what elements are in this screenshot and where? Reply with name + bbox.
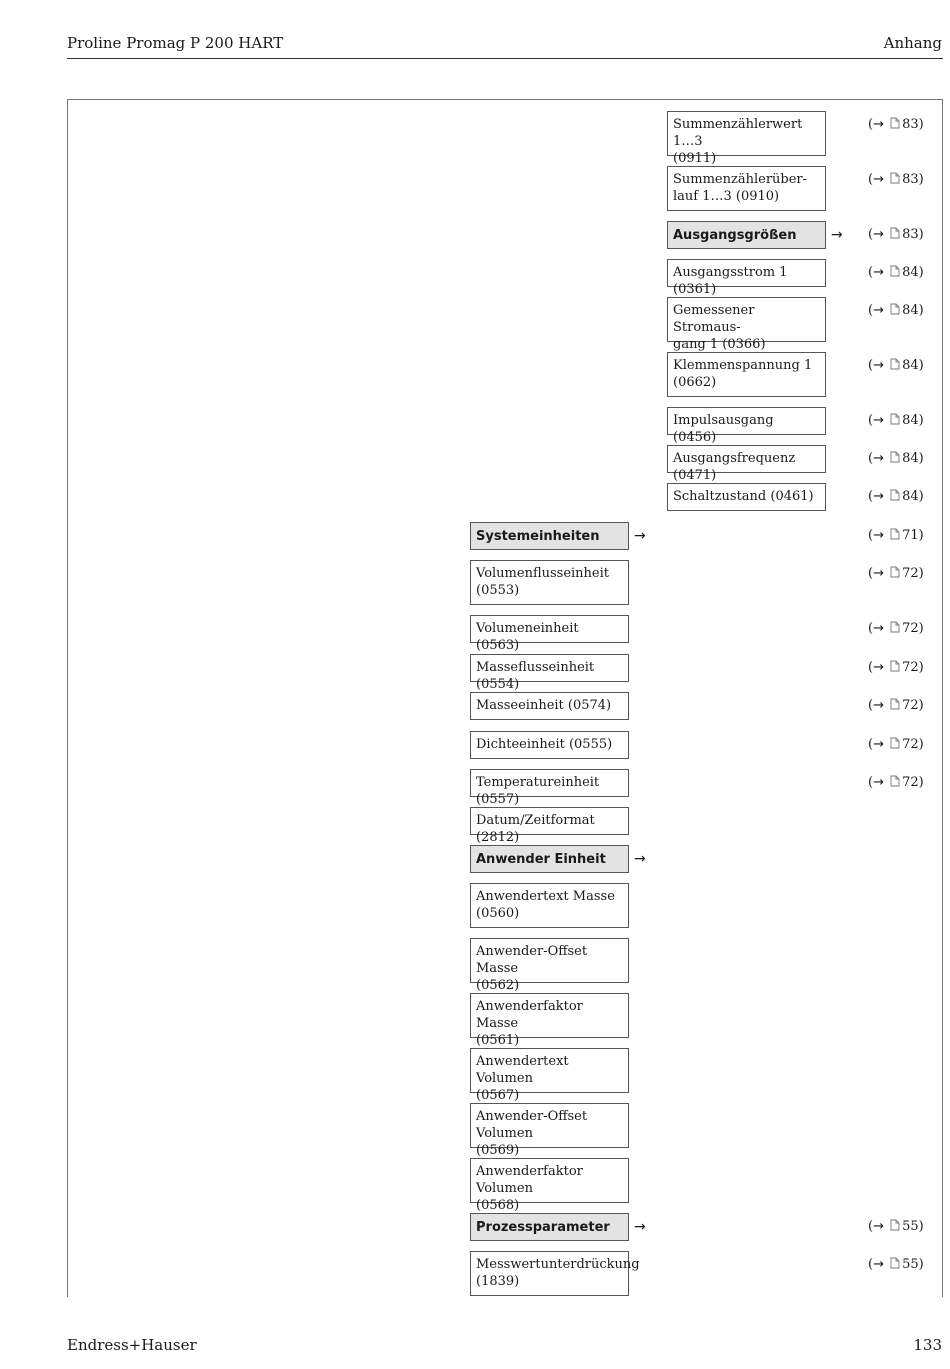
menu-item-anwender-offset-volumen [470,1103,629,1158]
menu-item-klemmenspannung [667,352,826,397]
submenu-arrow-icon: → [634,851,646,867]
reference-arrow-icon: → [873,621,884,636]
menu-item-label: Ausgangsstrom 1 (0361) [673,265,788,297]
page-icon [890,489,900,501]
menu-item-label: Volumenflusseinheit (0553) [476,566,610,598]
header-title: Proline Promag P 200 HART [67,34,284,52]
menu-item-label: Klemmenspannung 1 (0662) [673,358,813,390]
menu-item-ausgangsfrequenz [667,445,826,483]
page-reference: (→ 72) [868,775,924,790]
menu-item-anwenderfaktor-masse [470,993,629,1048]
footer-company: Endress+Hauser [67,1336,197,1354]
page-reference: (→ 84) [868,451,924,466]
menu-item-anwendertext-volumen [470,1048,629,1103]
menu-item-label: Messwertunterdrückung (1839) [476,1257,640,1289]
menu-item-label: Anwender Einheit [476,852,606,867]
menu-item-label: Ausgangsgrößen [673,228,797,243]
menu-item-dichteeinheit [470,731,629,759]
menu-item-prozessparameter [470,1213,629,1241]
menu-item-volumenflusseinheit [470,560,629,605]
page-reference: (→ 55) [868,1257,924,1272]
reference-page-number: 84 [902,489,919,504]
menu-item-anwendertext-masse [470,883,629,928]
reference-page-number: 72 [902,566,919,581]
page-reference: (→ 83) [868,227,924,242]
reference-page-number: 72 [902,660,919,675]
menu-item-label: Anwenderfaktor Volumen (0568) [476,1164,583,1213]
page-icon [890,451,900,463]
menu-item-label: Anwender-Offset Volumen (0569) [476,1109,588,1158]
menu-item-label: Datum/Zeitformat (2812) [476,813,595,845]
reference-arrow-icon: → [873,227,884,242]
page-icon [890,621,900,633]
menu-item-gemessener-stromausgang [667,297,826,352]
menu-item-label: Masseeinheit (0574) [476,698,612,713]
reference-page-number: 55 [902,1219,919,1234]
menu-item-label: Anwender-Offset Masse (0562) [476,944,588,993]
submenu-arrow-icon: → [634,528,646,544]
page-number: 133 [913,1336,942,1354]
page-reference: (→ 84) [868,265,924,280]
menu-item-summenzaehlerwert [667,111,826,166]
menu-item-messwertunterdrueckung [470,1251,640,1296]
reference-arrow-icon: → [873,737,884,752]
reference-arrow-icon: → [873,117,884,132]
reference-page-number: 84 [902,265,919,280]
menu-item-label: Prozessparameter [476,1220,610,1235]
page-reference: (→ 71) [868,528,924,543]
menu-item-volumeneinheit [470,615,629,653]
menu-item-ausgangsgroessen [667,221,826,249]
page-reference: (→ 84) [868,489,924,504]
reference-page-number: 84 [902,413,919,428]
reference-page-number: 83 [902,227,919,242]
reference-page-number: 72 [902,698,919,713]
page-reference: (→ 72) [868,660,924,675]
page-reference: (→ 83) [868,117,924,132]
page-icon [890,172,900,184]
menu-item-schaltzustand [667,483,826,511]
reference-page-number: 71 [902,528,919,543]
page-icon [890,737,900,749]
menu-item-label: Anwendertext Volumen (0567) [476,1054,569,1103]
page-reference: (→ 84) [868,303,924,318]
menu-item-label: Summenzählerüber- lauf 1…3 (0910) [673,172,808,204]
menu-item-summenzaehlerueberlauf [667,166,826,211]
reference-page-number: 83 [902,117,919,132]
page-icon [890,528,900,540]
menu-item-masseeinheit [470,692,629,720]
reference-arrow-icon: → [873,303,884,318]
menu-item-label: Temperatureinheit (0557) [476,775,600,807]
header-section: Anhang [883,34,942,52]
menu-item-label: Volumeneinheit (0563) [476,621,579,653]
page-reference: (→ 83) [868,172,924,187]
menu-item-label: Impulsausgang (0456) [673,413,774,445]
menu-item-anwender-offset-masse [470,938,629,993]
reference-page-number: 84 [902,358,919,373]
reference-page-number: 84 [902,451,919,466]
reference-arrow-icon: → [873,1219,884,1234]
page-icon [890,265,900,277]
reference-arrow-icon: → [873,775,884,790]
menu-item-systemeinheiten [470,522,629,550]
menu-item-label: Systemeinheiten [476,529,600,544]
page-reference: (→ 84) [868,413,924,428]
reference-arrow-icon: → [873,265,884,280]
page-reference: (→ 84) [868,358,924,373]
menu-item-masseflusseinheit [470,654,629,692]
menu-item-anwender-einheit [470,845,629,873]
menu-item-datum-zeitformat [470,807,629,845]
reference-arrow-icon: → [873,566,884,581]
reference-arrow-icon: → [873,660,884,675]
reference-arrow-icon: → [873,528,884,543]
reference-page-number: 55 [902,1257,919,1272]
page-icon [890,303,900,315]
menu-item-ausgangsstrom [667,259,826,297]
reference-arrow-icon: → [873,413,884,428]
reference-arrow-icon: → [873,1257,884,1272]
page-reference: (→ 72) [868,698,924,713]
reference-page-number: 84 [902,303,919,318]
menu-item-label: Anwenderfaktor Masse (0561) [476,999,583,1048]
page-icon [890,413,900,425]
page-icon [890,775,900,787]
menu-item-label: Summenzählerwert 1…3 (0911) [673,117,803,166]
page-icon [890,227,900,239]
reference-arrow-icon: → [873,358,884,373]
submenu-arrow-icon: → [634,1219,646,1235]
header-rule [67,58,943,59]
reference-arrow-icon: → [873,698,884,713]
reference-page-number: 72 [902,621,919,636]
menu-item-label: Gemessener Stromaus- gang 1 (0366) [673,303,766,352]
page-reference: (→ 55) [868,1219,924,1234]
page-reference: (→ 72) [868,737,924,752]
page-reference: (→ 72) [868,566,924,581]
menu-item-impulsausgang [667,407,826,445]
page-icon [890,1219,900,1231]
menu-item-label: Schaltzustand (0461) [673,489,814,504]
page-icon [890,698,900,710]
page-icon [890,566,900,578]
reference-arrow-icon: → [873,172,884,187]
menu-item-label: Ausgangsfrequenz (0471) [673,451,796,483]
page-reference: (→ 72) [868,621,924,636]
menu-item-temperatureinheit [470,769,629,807]
reference-page-number: 83 [902,172,919,187]
page-icon [890,358,900,370]
page-icon [890,117,900,129]
menu-item-label: Anwendertext Masse (0560) [476,889,615,921]
page-icon [890,660,900,672]
menu-item-label: Masseflusseinheit (0554) [476,660,595,692]
reference-arrow-icon: → [873,489,884,504]
menu-item-label: Dichteeinheit (0555) [476,737,613,752]
page-icon [890,1257,900,1269]
reference-arrow-icon: → [873,451,884,466]
menu-item-anwenderfaktor-volumen [470,1158,629,1213]
reference-page-number: 72 [902,775,919,790]
reference-page-number: 72 [902,737,919,752]
submenu-arrow-icon: → [831,227,843,243]
